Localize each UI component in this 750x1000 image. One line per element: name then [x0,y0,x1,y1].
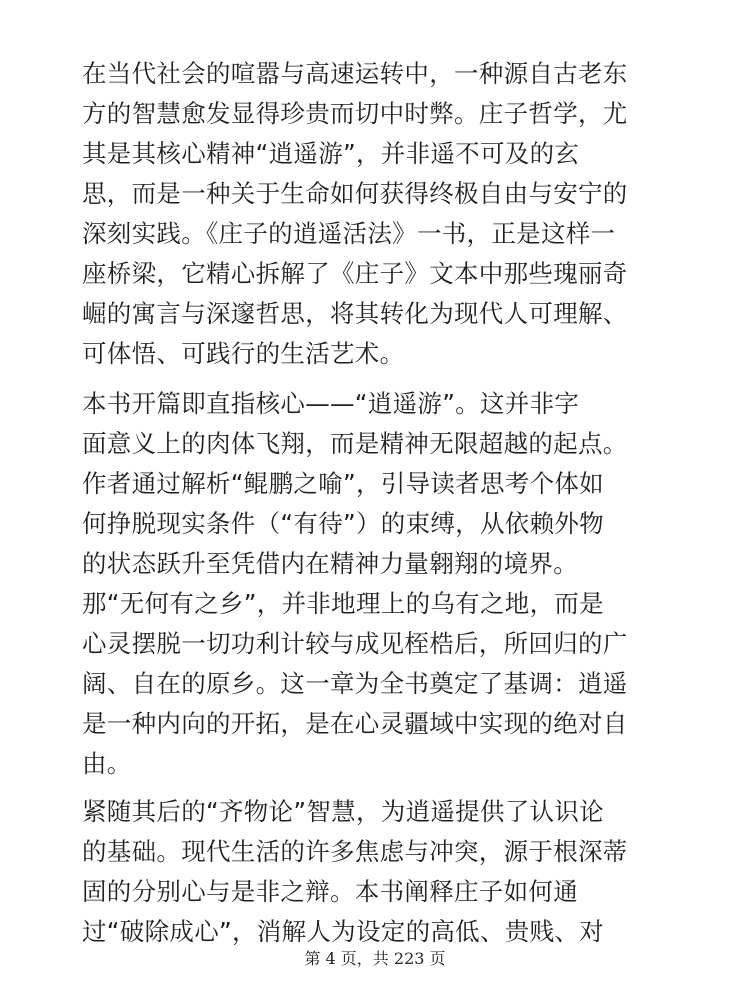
paragraph-line: 作者通过解析“鲲鹏之喻”，引导读者思考个体如 [82,469,604,498]
paragraph-line: 本书开篇即直指核心——“逍遥游”。这并非字 [82,389,580,418]
paragraph-2 [82,384,672,784]
paragraph-line: 方的智慧愈发显得珍贵而切中时弊。庄子哲学，尤 [82,99,628,128]
paragraph-line: 在当代社会的喧嚣与高速运转中，一种源自古老东 [82,59,628,88]
paragraph-3 [82,792,672,952]
paragraph-line: 过“破除成心”，消解人为设定的高低、贵贱、对 [82,917,604,946]
paragraph-line: 面意义上的肉体飞翔，而是精神无限超越的起点。 [82,429,628,458]
paragraph-line: 可体悟、可践行的生活艺术。 [82,339,405,368]
paragraph-line: 其是其核心精神“逍遥游”，并非遥不可及的玄 [82,139,580,168]
paragraph-line: 思，而是一种关于生命如何获得终极自由与安宁的 [82,179,628,208]
paragraph-line: 由。 [82,749,132,778]
paragraph-line: 阔、自在的原乡。这一章为全书奠定了基调：逍遥 [82,669,628,698]
paragraph-line: 是一种内向的开拓，是在心灵疆域中实现的绝对自 [82,709,628,738]
paragraph-line: 固的分别心与是非之辩。本书阐释庄子如何通 [82,877,578,906]
paragraph-1 [82,54,672,374]
paragraph-line: 的基础。现代生活的许多焦虑与冲突，源于根深蒂 [82,837,628,866]
paragraph-line: 那“无何有之乡”，并非地理上的乌有之地，而是 [82,589,604,618]
paragraph-line: 何挣脱现实条件（“有待”）的束缚，从依赖外物 [82,509,604,538]
paragraph-line: 心灵摆脱一切功利计较与成见桎梏后，所回归的广 [82,629,628,658]
paragraph-line: 座桥梁，它精心拆解了《庄子》文本中那些瑰丽奇 [82,259,628,288]
paragraph-line: 深刻实践。《庄子的逍遥活法》一书，正是这样一 [82,219,616,248]
paragraph-line: 的状态跃升至凭借内在精神力量翱翔的境界。 [82,549,578,578]
paragraph-line: 紧随其后的“齐物论”智慧，为逍遥提供了认识论 [82,797,604,826]
page-number-footer: 第 4 页，共 223 页 [304,949,446,968]
paragraph-line: 崛的寓言与深邃哲思，将其转化为现代人可理解、 [82,299,628,328]
